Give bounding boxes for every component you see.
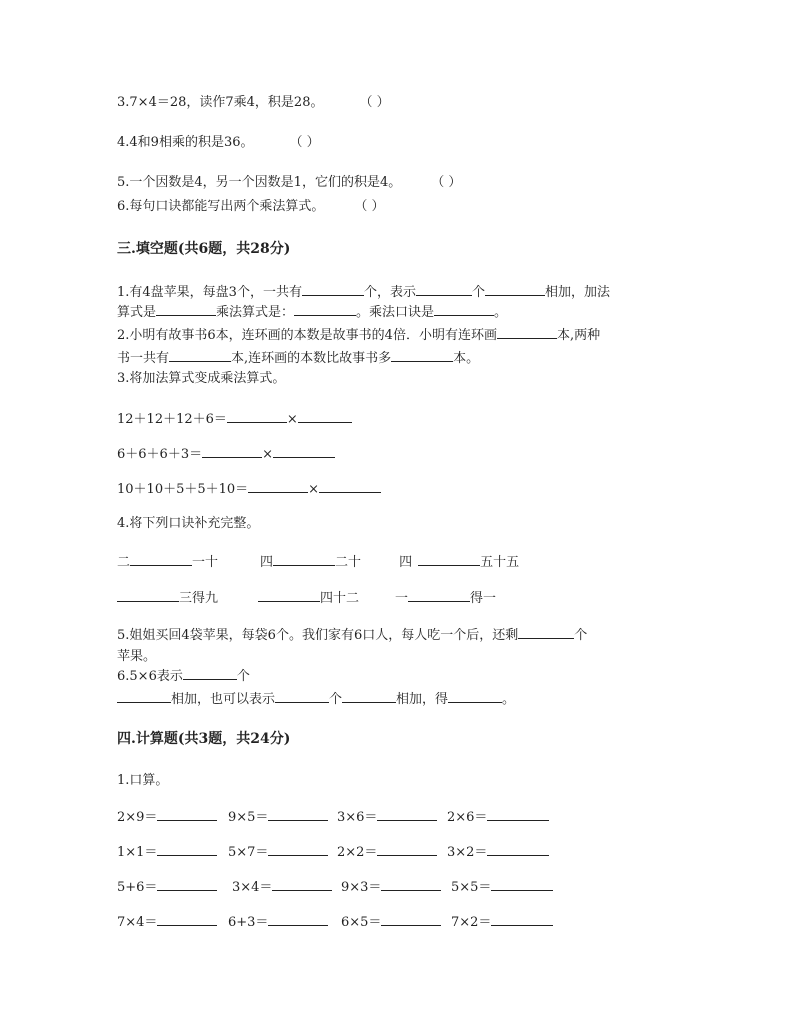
section-title-calc: 四.计算题(共3题，共24分): [117, 731, 291, 747]
blank[interactable]: [377, 843, 437, 856]
blank[interactable]: [273, 445, 335, 458]
blank[interactable]: [487, 808, 549, 821]
blank[interactable]: [487, 843, 549, 856]
blank[interactable]: [272, 878, 332, 891]
blank[interactable]: [491, 878, 553, 891]
blank[interactable]: [381, 913, 441, 926]
addition-row: 10＋10＋5＋5＋10＝ ×: [117, 480, 381, 499]
judge-item-6: [117, 198, 385, 216]
blank[interactable]: [275, 690, 329, 703]
blank[interactable]: [268, 843, 328, 856]
calc-item: 7×2＝: [451, 913, 553, 932]
blank[interactable]: [268, 913, 328, 926]
answer-paren[interactable]: （ ）: [289, 135, 320, 150]
judge-text: 4.4和9相乘的积是36。: [117, 135, 254, 150]
blank[interactable]: [518, 626, 574, 639]
blank[interactable]: [408, 589, 470, 602]
calc-item: 3×4＝: [232, 878, 332, 897]
fill-q5-line1: 5.姐姐买回4袋苹果，每袋6个。我们家有6口人，每人吃一个后，还剩 个: [117, 628, 588, 643]
rhyme-row-2: 三得九 四十二 一 得一: [117, 589, 496, 608]
blank[interactable]: [227, 410, 287, 423]
fill-q5-line2: 苹果。: [117, 649, 157, 664]
calc-item: 6×5＝: [341, 913, 441, 932]
blank[interactable]: [485, 283, 545, 296]
blank[interactable]: [157, 878, 217, 891]
fill-q1-line1: 1.有4盘苹果，每盘3个，一共有 个，表示 个 相加，加法: [117, 285, 610, 300]
answer-paren[interactable]: （ ）: [354, 199, 385, 214]
blank[interactable]: [418, 553, 480, 566]
addition-row: 12＋12＋12＋6＝ ×: [117, 410, 352, 429]
blank[interactable]: [130, 553, 192, 566]
fill-q1-line2: 算式是 乘法算式是： 。乘法口诀是 。: [117, 305, 508, 320]
blank[interactable]: [434, 303, 494, 316]
judge-item-4: [117, 134, 320, 152]
answer-paren[interactable]: （ ）: [431, 175, 462, 190]
blank[interactable]: [157, 843, 217, 856]
addition-row: 6＋6＋6＋3＝ ×: [117, 445, 335, 464]
blank[interactable]: [319, 480, 381, 493]
blank[interactable]: [342, 690, 396, 703]
calc-item: 3×6＝: [337, 808, 437, 827]
calc-item: 6+3＝: [228, 913, 328, 932]
blank[interactable]: [381, 878, 441, 891]
calc-item: 7×4＝: [117, 913, 217, 932]
judge-item-5: [117, 174, 461, 192]
fill-q3-title: 3.将加法算式变成乘法算式。: [117, 371, 286, 386]
blank[interactable]: [377, 808, 437, 821]
blank[interactable]: [302, 283, 364, 296]
blank[interactable]: [183, 667, 237, 680]
calc-item: 2×2＝: [337, 843, 437, 862]
blank[interactable]: [258, 589, 320, 602]
fill-q2-line2: 书一共有 本,连环画的本数比故事书多 本。: [117, 351, 480, 366]
calc-q1-title: 1.口算。: [117, 773, 169, 788]
calc-item: 5+6＝: [117, 878, 217, 897]
blank[interactable]: [491, 913, 553, 926]
blank[interactable]: [448, 690, 502, 703]
calc-item: 9×5＝: [228, 808, 328, 827]
rhyme-row-1: 二 一十 四 二十 四 五十五: [117, 555, 520, 570]
blank[interactable]: [157, 808, 217, 821]
fill-q4-title: 4.将下列口诀补充完整。: [117, 516, 260, 531]
calc-item: 5×5＝: [451, 878, 553, 897]
blank[interactable]: [169, 349, 231, 362]
calc-item: 3×2＝: [447, 843, 549, 862]
judge-text: 3.7×4＝28，读作7乘4，积是28。: [117, 95, 324, 110]
fill-q6-line2: 相加，也可以表示 个 相加，得 。: [117, 690, 515, 709]
blank[interactable]: [497, 326, 557, 339]
judge-text: 5.一个因数是4，另一个因数是1，它们的积是4。: [117, 175, 402, 190]
calc-item: 9×3＝: [341, 878, 441, 897]
answer-paren[interactable]: （ ）: [359, 95, 390, 110]
blank[interactable]: [156, 303, 216, 316]
blank[interactable]: [248, 480, 308, 493]
fill-q2-line1: 2.小明有故事书6本，连环画的本数是故事书的4倍．小明有连环画 本,两种: [117, 328, 601, 343]
blank[interactable]: [202, 445, 262, 458]
section-title-fill: 三.填空题(共6题，共28分): [117, 241, 291, 257]
judge-text: 6.每句口诀都能写出两个乘法算式。: [117, 199, 325, 214]
blank[interactable]: [273, 553, 335, 566]
blank[interactable]: [117, 690, 171, 703]
blank[interactable]: [157, 913, 217, 926]
calc-item: 1×1＝: [117, 843, 217, 862]
fill-q6-line1: 6.5×6表示 个: [117, 669, 250, 684]
blank[interactable]: [416, 283, 472, 296]
blank[interactable]: [298, 410, 352, 423]
calc-item: 2×6＝: [447, 808, 549, 827]
blank[interactable]: [391, 349, 453, 362]
calc-item: 2×9＝: [117, 808, 217, 827]
judge-item-3: [117, 94, 390, 112]
blank[interactable]: [117, 589, 179, 602]
calc-item: 5×7＝: [228, 843, 328, 862]
blank[interactable]: [294, 303, 356, 316]
blank[interactable]: [268, 808, 328, 821]
